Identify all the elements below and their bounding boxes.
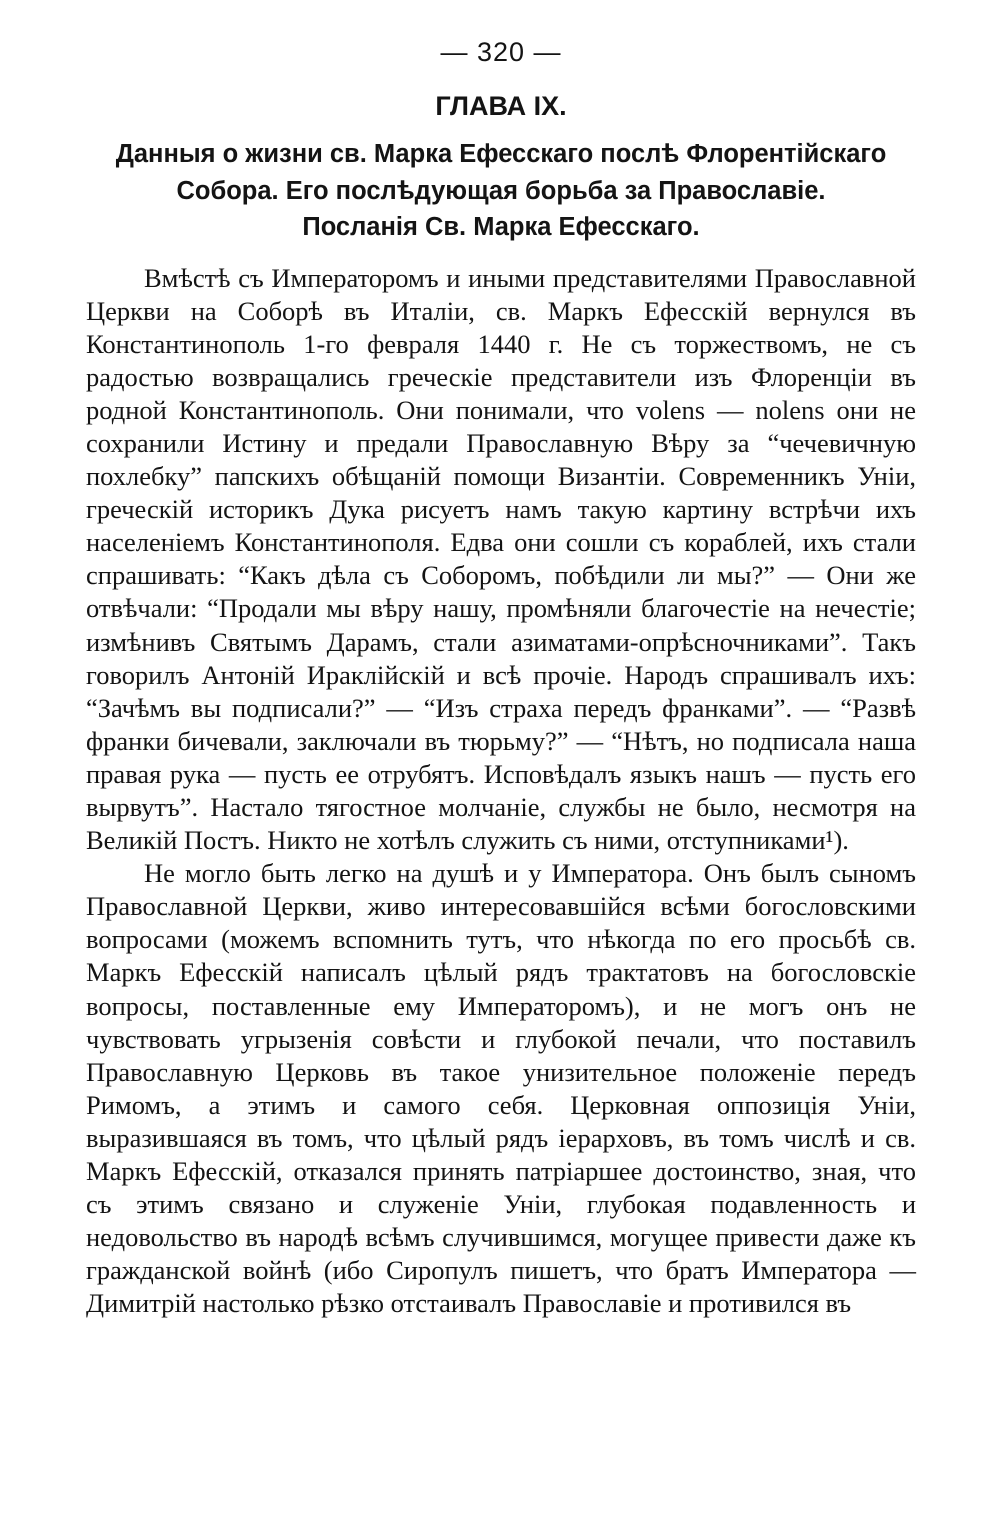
chapter-title-line: Посланiя Св. Марка Ефесскаго.	[302, 213, 700, 241]
chapter-title	[86, 136, 916, 246]
chapter-title-line: Собора. Его послѣдующая борьба за Православiе.	[176, 176, 826, 205]
body-text	[86, 262, 916, 1321]
paragraph	[86, 857, 916, 1320]
footnote-marker: ¹).	[825, 825, 849, 856]
chapter-title-line: Данныя о жизни св. Марка Ефесскаго послѣ Флорентiйскаго	[115, 140, 887, 168]
chapter-label: ГЛАВА IX.	[435, 91, 567, 121]
paragraph	[86, 262, 916, 858]
page-number: — 320 —	[440, 37, 562, 67]
paragraph-text: Вмѣстѣ съ Императоромъ и иными представителями Православной Церкви на Соборѣ въ Италiи, св. Маркъ Ефесскiй вернулся въ Константинополь 1-го февраля 1440 г. Не съ торжествомъ, не съ радостью возвращались греческiе представители изъ Флоренцiи въ родной Константинополь. Они понимали, что volens — nolens они не сохранили Истину и предали Православную Вѣру за “чечевичную похлебку” папскихъ обѣщанiй помощи Византiи. Современникъ Унiи, греческiй историкъ Дука рисуетъ намъ такую картину встрѣчи ихъ населенiемъ Константинополя. Едва они сошли съ кораблей, ихъ стали спрашивать: “Какъ дѣла съ Соборомъ, побѣдили ли мы?” — Они же отвѣчали: “Продали мы вѣру нашу, промѣняли благочестiе на нечестiе; измѣнивъ Святымъ Дарамъ, стали азиматами-опрѣсночниками”. Такъ говорилъ Антонiй Ираклiйскiй и всѣ прочiе. Народъ спрашивалъ ихъ: “Зачѣмъ вы подписали?” — “Изъ страха передъ франками”. — “Развѣ франки бичевали, заключали въ тюрьму?” — “Нѣтъ, но подписала наша правая рука — пусть ее отрубятъ. Исповѣдалъ языкъ нашъ — пусть его вырвутъ”. Настало тягостное молчанiе, службы не было, несмотря на Великiй Постъ. Никто не хотѣлъ служить съ ними, отступниками	[86, 262, 916, 856]
paragraph-text: Не могло быть легко на душѣ и у Императора. Онъ былъ сыномъ Православной Церкви, живо интересовавшiйся всѣми богословскими вопросами (можемъ вспомнить тутъ, что нѣкогда по его просьбѣ св. Маркъ Ефесскiй написалъ цѣлый рядъ трактатовъ на богословскiе вопросы, поставленные ему Императоромъ), и не могъ онъ не чувствовать угрызенiя совѣсти и глубокой печали, что поставилъ Православную Церковь въ такое унизительное положенiе передъ Римомъ, а этимъ и самого себя. Церковная оппозицiя Унiи, выразившаяся въ томъ, что цѣлый рядъ iерарховъ, въ томъ числѣ и св. Маркъ Ефесскiй, отказался принять патрiаршее достоинство, зная, что съ этимъ связано и служенiе Унiи, глубокая подавленность и недовольство въ народѣ всѣмъ случившимся, могущее привести даже къ гражданской войнѣ (ибо Сиропулъ пишетъ, что братъ Императора — Димитрiй настолько рѣзко отстаивалъ Православiе и противился въ	[86, 858, 916, 1319]
